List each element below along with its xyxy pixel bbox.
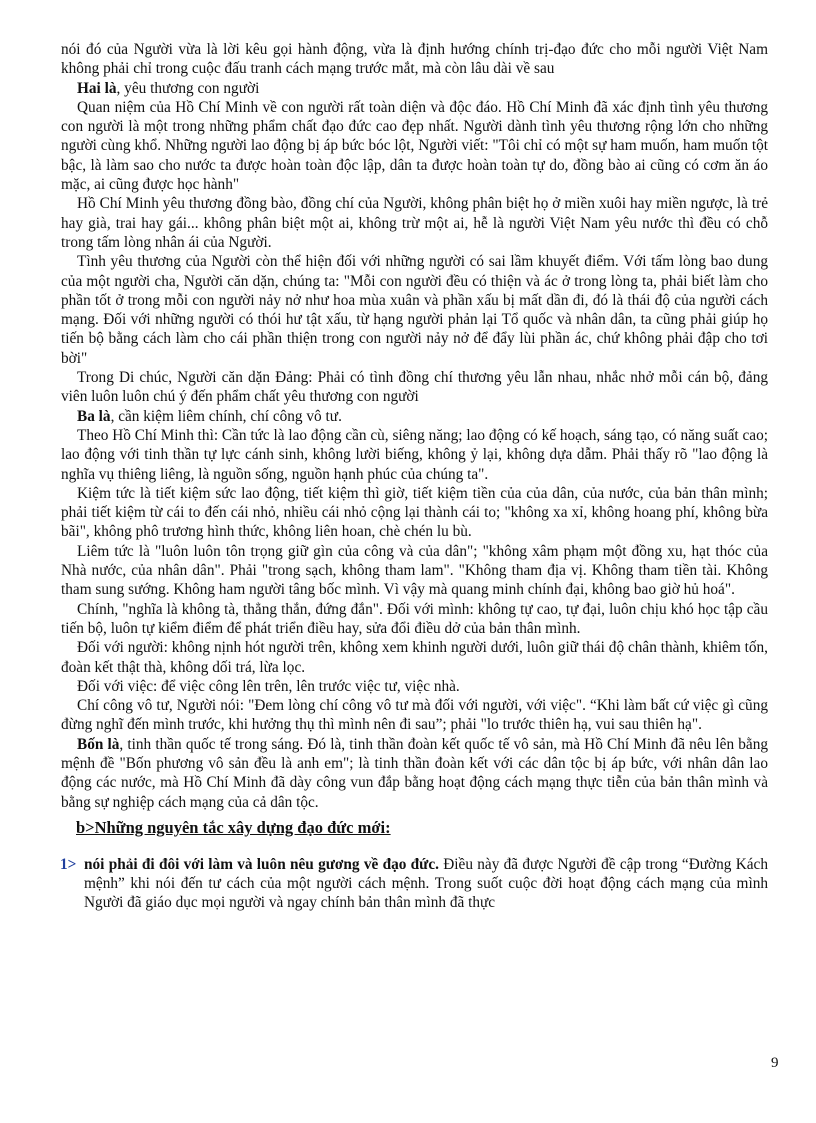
paragraph-heading-hai-la: Hai là, yêu thương con người xyxy=(77,79,260,97)
paragraph: Quan niệm của Hồ Chí Minh về con người rất toàn diện và độc đáo. Hồ Chí Minh đã xác định tình yêu thương con người là một trong những phẩm chất đạo đức cao đẹp nhất. Người dành tình yêu thương rộng lớn cho những người cùng khổ. Những người lao động bị áp bức bóc lột, Người viết: "Tôi chỉ có một sự ham muốn, ham muốn tột bậc, là làm sao cho nước ta được hoàn toàn độc lập, dân ta được hoàn toàn tự do, đồng bào ai cũng có cơm ăn áo mặc, ai cũng được học hành" xyxy=(61,98,768,194)
paragraph: Liêm tức là "luôn luôn tôn trọng giữ gìn của công và của dân"; "không xâm phạm một đồng xu, hạt thóc của Nhà nước, của nhân dân". Phải "trong sạch, không tham lam". "Không tham địa vị. Không tham tiền tài. Không tham sung sướng. Không ham người tâng bốc mình. Vì vậy mà quang minh chính đại, không bao giờ hủ hoá". xyxy=(61,542,768,599)
paragraph: Tình yêu thương của Người còn thể hiện đối với những người có sai lầm khuyết điểm. Với tấm lòng bao dung của một người cha, Người căn dặn, chúng ta: "Mỗi con người đều có thiện và ác ở trong lòng ta, phải biết làm cho phần tốt ở trong mỗi con người nảy nở như hoa mùa xuân và phần xấu bị mất dần đi, đó là thái độ của người cách mạng. Đối với những người có thói hư tật xấu, từ hạng người phản lại Tổ quốc và nhân dân, ta cũng phải giúp họ tiến bộ bằng cách làm cho cái phần thiện trong con người nảy nở để đẩy lùi phần ác, chứ không phải đập cho tơi bời" xyxy=(61,253,768,367)
paragraph-lead: Bốn là xyxy=(77,735,120,753)
paragraph-lead: Ba là xyxy=(77,407,111,425)
paragraph: Trong Di chúc, Người căn dặn Đảng: Phải có tình đồng chí thương yêu lẫn nhau, nhắc nhở mỗi cán bộ, đảng viên luôn luôn chú ý đến phẩm chất yêu thương con người xyxy=(61,369,768,406)
numbered-item xyxy=(61,855,768,913)
paragraph-lead: Hai là xyxy=(77,79,117,97)
paragraph-heading-ba-la: Ba là, cần kiệm liêm chính, chí công vô tư. xyxy=(77,407,342,425)
paragraph: Chí công vô tư, Người nói: "Đem lòng chí công vô tư mà đối với người, với việc". “Khi làm bất cứ việc gì cũng đừng nghĩ đến mình trước, khi hưởng thụ thì mình nên đi sau”; phải "lo trước thiên hạ, vui sau thiên hạ". xyxy=(61,697,768,734)
paragraph: Kiệm tức là tiết kiệm sức lao động, tiết kiệm thì giờ, tiết kiệm tiền của của dân, của nước, của bản thân mình; phải tiết kiệm từ cái to đến cái nhỏ, nhiều cái nhỏ cộng lại thành cái to; "không xa xỉ, không hoang phí, không bừa bãi", không phô trương hình thức, không liên hoan, chè chén lu bù. xyxy=(61,484,768,541)
document-page xyxy=(61,40,768,913)
paragraph: nói đó của Người vừa là lời kêu gọi hành động, vừa là định hướng chính trị-đạo đức cho mỗi người Việt Nam không phải chỉ trong cuộc đấu tranh cách mạng trước mắt, mà còn lâu dài về sau xyxy=(61,41,768,78)
section-heading: b>Những nguyên tắc xây dựng đạo đức mới: xyxy=(76,817,391,837)
item-lead: nói phải đi đôi với làm và luôn nêu gương về đạo đức. xyxy=(84,855,439,873)
paragraph: Theo Hồ Chí Minh thì: Cần tức là lao động cần cù, siêng năng; lao động có kế hoạch, sáng tạo, có năng suất cao; lao động với tinh thần tự lực cánh sinh, không lười biếng, không ỷ lại, không dựa dẫm. Phải thấy rõ "lao động là nghĩa vụ thiêng liêng, là nguồn sống, nguồn hạnh phúc của chúng ta". xyxy=(61,426,768,483)
paragraph: Chính, "nghĩa là không tà, thẳng thắn, đứng đắn". Đối với mình: không tự cao, tự đại, luôn chịu khó học tập cầu tiến bộ, luôn tự kiểm điểm để phát triển điều hay, sửa đổi điều dở của bản thân mình. xyxy=(61,600,768,637)
paragraph: Đối với người: không nịnh hót người trên, không xem khinh người dưới, luôn giữ thái độ chân thành, khiêm tốn, đoàn kết thật thà, không dối trá, lừa lọc. xyxy=(61,639,768,676)
page-number: 9 xyxy=(771,1055,779,1071)
item-number: 1> xyxy=(60,855,77,873)
paragraph: Hồ Chí Minh yêu thương đồng bào, đồng chí của Người, không phân biệt họ ở miền xuôi hay miền ngược, là trẻ hay già, trai hay gái... không phân biệt một ai, không trừ một ai, hễ là người Việt Nam yêu nước thì đều có chỗ trong tấm lòng nhân ái của Người. xyxy=(61,195,768,251)
paragraph-heading-bon-la: Bốn là, tinh thần quốc tế trong sáng. Đó là, tinh thần đoàn kết quốc tế vô sản, mà Hồ Chí Minh đã nêu lên bằng mệnh đề "Bốn phương vô sản đều là anh em"; là tinh thần đoàn kết với các dân tộc bị áp bức, với nhân dân lao động các nước, mà Hồ Chí Minh đã dày công vun đắp bằng hoạt động cách mạng thực tiễn của bản thân mình và bằng sự nghiệp cách mạng của cả dân tộc. xyxy=(61,735,768,811)
item-text: Điều này đã được Người đề cập trong “Đường Kách mệnh” khi nói đến tư cách của một người cách mệnh. Trong suốt cuộc đời hoạt động cách mạng của mình Người đã giáo dục mọi người và ngay chính bản thân mình đã thực xyxy=(84,855,768,912)
paragraph: Đối với việc: để việc công lên trên, lên trước việc tư, việc nhà. xyxy=(77,677,460,695)
